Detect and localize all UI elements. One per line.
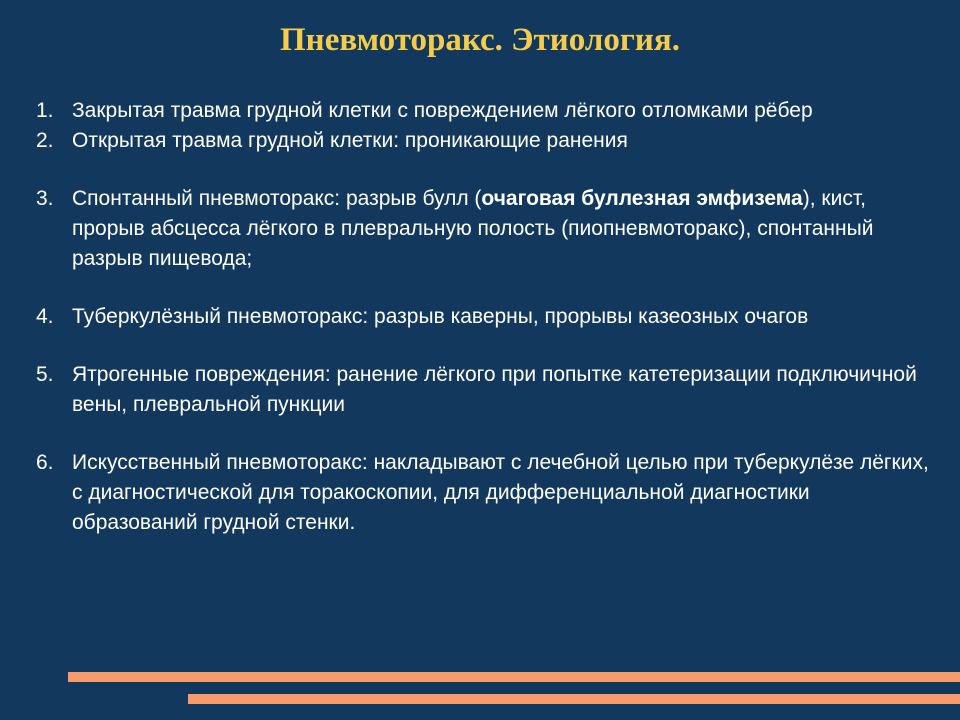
list-item-number: 2. — [36, 129, 54, 152]
list-item-number: 6. — [36, 451, 54, 474]
list-item-text: Открытая травма грудной клетки: проникающие ранения — [72, 129, 628, 152]
list-item-text — [72, 184, 936, 274]
list-item-number: 3. — [36, 187, 54, 210]
list-item — [36, 96, 936, 126]
list-item — [36, 126, 936, 156]
list-item-text: Туберкулёзный пневмоторакс: разрыв каверны, прорывы казеозных очагов — [72, 305, 809, 328]
list-item — [36, 184, 936, 274]
list-item-number: 1. — [36, 99, 54, 122]
list-item — [36, 302, 936, 332]
list-item-text-end: ), кист, прорыв абсцесса лёгкого в плевральную полость (пиопневмоторакс), спонтанный разрыв пищевода; — [72, 187, 874, 270]
decorative-bar-bottom — [188, 694, 960, 704]
list-item — [36, 360, 936, 420]
list-item-text: Закрытая травма грудной клетки с повреждением лёгкого отломками рёбер — [72, 99, 813, 122]
slide-title: Пневмоторакс. Этиология. — [280, 22, 680, 58]
list-item-text: Ятрогенные повреждения: ранение лёгкого при попытке катетеризации подключичной вены, плевральной пункции — [72, 363, 917, 416]
list-item-text: Искусственный пневмоторакс: накладывают с лечебной целью при туберкулёзе лёгких, с диагностической для торакоскопии, для дифференциальной диагностики образований грудной стенки. — [72, 451, 929, 534]
decorative-bar-top — [68, 672, 960, 682]
list-item-number: 4. — [36, 305, 54, 328]
list-item — [36, 448, 936, 538]
list-item-bold-term: очаговая буллезная эмфизема — [481, 187, 803, 210]
list-item-text-start: Спонтанный пневмоторакс: разрыв булл ( — [72, 187, 482, 210]
etiology-list — [36, 96, 936, 538]
list-item-number: 5. — [36, 363, 54, 386]
